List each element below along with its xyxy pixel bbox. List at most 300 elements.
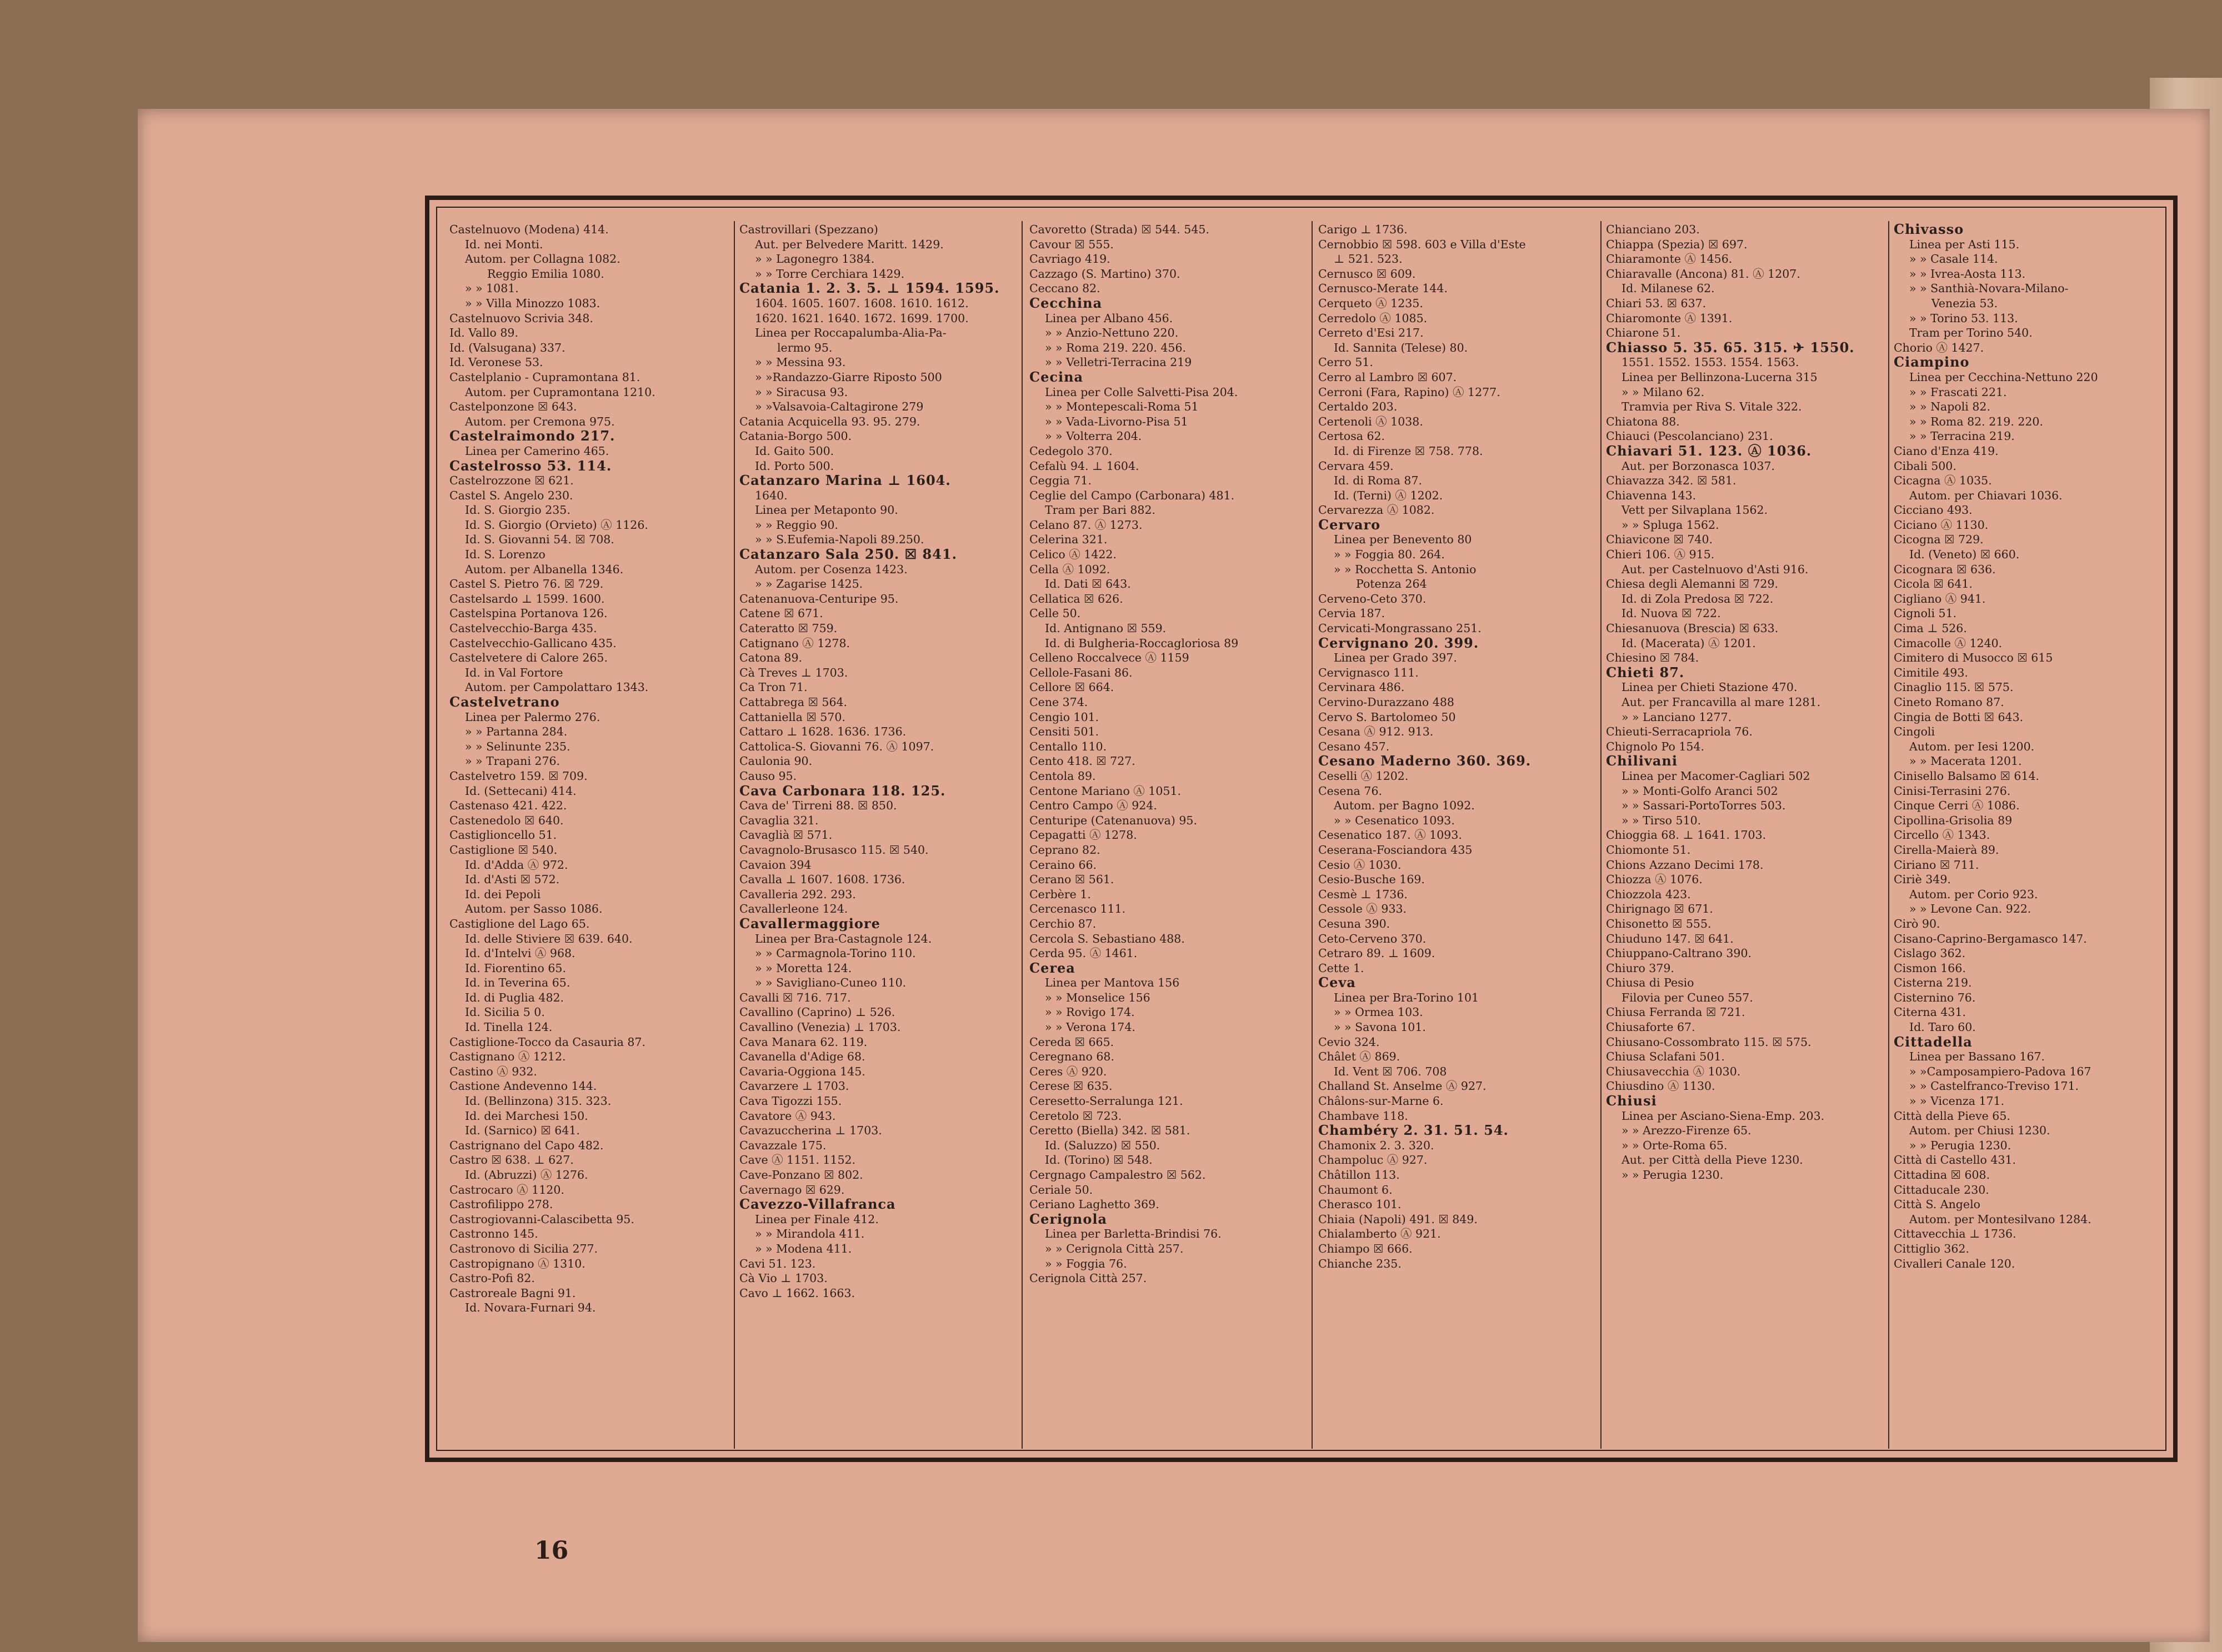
index-entry: Chiari 53. ☒ 637. — [1606, 296, 1706, 310]
index-entry: Cervo S. Bartolomeo 50 — [1318, 710, 1456, 724]
index-entry: Cimacolle Ⓐ 1240. — [1894, 636, 2003, 650]
index-entry: » » Cesenatico 1093. — [1334, 813, 1455, 827]
index-entry: Autom. per Cosenza 1423. — [755, 562, 908, 576]
index-entry: Cervignasco 111. — [1318, 665, 1419, 679]
index-entry: Celerina 321. — [1029, 533, 1108, 547]
index-entry: Autom. per Campolattaro 1343. — [465, 680, 649, 694]
index-entry: Cigliano Ⓐ 941. — [1894, 592, 1986, 605]
index-entry: Châlons-sur-Marne 6. — [1318, 1094, 1444, 1108]
index-entry: Chiozza Ⓐ 1076. — [1606, 873, 1703, 887]
index-entry: Cengio 101. — [1029, 710, 1099, 724]
index-entry: » » Santhià-Novara-Milano- — [1909, 282, 2069, 296]
index-entry: » » Monselice 156 — [1045, 990, 1150, 1004]
index-entry: Autom. per Corio 923. — [1909, 887, 2038, 901]
index-entry: Cazzago (S. Martino) 370. — [1029, 267, 1180, 281]
index-entry: 1551. 1552. 1553. 1554. 1563. — [1622, 356, 1799, 369]
index-entry: Tram per Bari 882. — [1045, 503, 1156, 517]
index-entry: » » Torino 53. 113. — [1909, 311, 2018, 325]
index-entry: Cavarzere ⊥ 1703. — [739, 1079, 849, 1093]
index-entry: Cerroni (Fara, Rapino) Ⓐ 1277. — [1318, 385, 1500, 399]
index-entry: Cateratto ☒ 759. — [739, 622, 838, 635]
index-entry: Cittavecchia ⊥ 1736. — [1894, 1227, 2016, 1241]
index-entry: Linea per Camerino 465. — [465, 444, 609, 458]
index-entry: Cisano-Caprino-Bergamasco 147. — [1894, 932, 2087, 945]
index-entry: Reggio Emilia 1080. — [487, 267, 604, 281]
index-entry: Cà Vio ⊥ 1703. — [739, 1271, 828, 1285]
index-entry: » » Siracusa 93. — [755, 385, 848, 399]
index-entry: Id. d'Intelvi Ⓐ 968. — [465, 947, 575, 960]
index-entry: Linea per Benevento 80 — [1334, 533, 1472, 547]
index-entry: Cetraro 89. ⊥ 1609. — [1318, 947, 1435, 960]
index-entry: Cavalleria 292. 293. — [739, 887, 856, 901]
index-heading: Chiusi — [1606, 1093, 1657, 1109]
index-entry: Linea per Metaponto 90. — [755, 503, 898, 517]
index-entry: Chambave 118. — [1318, 1109, 1408, 1123]
index-entry: Chiaromonte Ⓐ 1391. — [1606, 311, 1733, 325]
index-entry: Cella Ⓐ 1092. — [1029, 562, 1110, 576]
index-entry: » » Roma 82. 219. 220. — [1909, 414, 2043, 428]
index-entry: » » Roma 219. 220. 456. — [1045, 341, 1187, 354]
index-entry: Ceserana-Fosciandora 435 — [1318, 843, 1473, 857]
index-entry: Id. Porto 500. — [755, 459, 834, 473]
column-rule — [734, 221, 735, 1449]
index-entry: Castenaso 421. 422. — [449, 799, 567, 813]
index-entry: Cavaion 394 — [739, 858, 812, 872]
index-entry: Castrofilippo 278. — [449, 1198, 553, 1212]
index-entry: Cervarezza Ⓐ 1082. — [1318, 503, 1435, 517]
index-entry: Castronno 145. — [449, 1227, 538, 1241]
index-entry: » » Lanciano 1277. — [1622, 710, 1732, 724]
index-entry: Chisonetto ☒ 555. — [1606, 917, 1711, 930]
index-entry: » » Rocchetta S. Antonio — [1334, 562, 1477, 576]
index-heading: Cecina — [1029, 368, 1084, 385]
index-entry: Castiglione ☒ 540. — [449, 843, 558, 857]
index-entry: Id. di Puglia 482. — [465, 990, 564, 1004]
index-entry: Autom. per Cremona 975. — [465, 414, 615, 428]
index-entry: Celle 50. — [1029, 607, 1081, 620]
index-entry: » » Monti-Golfo Aranci 502 — [1622, 784, 1778, 798]
index-entry: Castronovo di Sicilia 277. — [449, 1241, 598, 1255]
index-column-6 — [1894, 222, 2166, 1450]
index-entry: » » Modena 411. — [755, 1241, 852, 1255]
index-entry: » » Foggia 76. — [1045, 1256, 1127, 1270]
index-entry: Id. Nuova ☒ 722. — [1622, 607, 1721, 620]
index-entry: Id. S. Giovanni 54. ☒ 708. — [465, 533, 614, 547]
index-heading: Castelrosso 53. 114. — [449, 457, 612, 474]
index-entry: Catania-Borgo 500. — [739, 429, 852, 443]
index-entry: Cignoli 51. — [1894, 607, 1957, 620]
index-heading: Cervignano 20. 399. — [1318, 634, 1479, 651]
index-entry: Id. Fiorentino 65. — [465, 961, 566, 975]
index-entry: Ceglie del Campo (Carbonara) 481. — [1029, 488, 1235, 502]
index-entry: Celano 87. Ⓐ 1273. — [1029, 518, 1143, 532]
index-entry: Cittaducale 230. — [1894, 1183, 1989, 1197]
index-entry: Cercola S. Sebastiano 488. — [1029, 932, 1185, 945]
index-entry: Chiusano-Cossombrato 115. ☒ 575. — [1606, 1035, 1811, 1049]
index-entry: Catenanuova-Centuripe 95. — [739, 592, 899, 605]
index-entry: Id. Sicilia 5 0. — [465, 1005, 545, 1019]
index-entry: Castelvecchio-Gallicano 435. — [449, 636, 617, 650]
index-entry: Ca Tron 71. — [739, 680, 808, 694]
index-entry: Chiomonte 51. — [1606, 843, 1691, 857]
index-entry: Castrogiovanni-Calascibetta 95. — [449, 1212, 634, 1226]
index-entry: Vett per Silvaplana 1562. — [1622, 503, 1768, 517]
index-entry: Cesenatico 187. Ⓐ 1093. — [1318, 828, 1462, 842]
index-entry: Cicciano 493. — [1894, 503, 1973, 517]
index-entry: » » Tirso 510. — [1622, 813, 1701, 827]
page-number: 16 — [534, 1536, 569, 1565]
index-entry: Castelnuovo (Modena) 414. — [449, 223, 609, 236]
index-heading: Chiavari 51. 123. Ⓐ 1036. — [1606, 442, 1812, 459]
index-entry: Autom. per Collagna 1082. — [465, 252, 620, 266]
index-entry: Cattolica-S. Giovanni 76. Ⓐ 1097. — [739, 739, 934, 753]
index-entry: Cepagatti Ⓐ 1278. — [1029, 828, 1137, 842]
index-entry: Linea per Bellinzona-Lucerna 315 — [1622, 370, 1818, 384]
index-entry: Castelrozzone ☒ 621. — [449, 474, 574, 488]
index-entry: Potenza 264 — [1356, 577, 1427, 591]
index-entry: Cattaro ⊥ 1628. 1636. 1736. — [739, 725, 907, 739]
index-entry: Id. d'Asti ☒ 572. — [465, 873, 560, 887]
index-entry: Chiappa (Spezia) ☒ 697. — [1606, 237, 1748, 251]
index-entry: » » Perugia 1230. — [1909, 1138, 2011, 1152]
index-entry: Id. Antignano ☒ 559. — [1045, 622, 1167, 635]
index-entry: » » Castelfranco-Treviso 171. — [1909, 1079, 2079, 1093]
index-entry: Id. (Veneto) ☒ 660. — [1909, 548, 2020, 562]
index-entry: Castignano Ⓐ 1212. — [449, 1050, 566, 1064]
index-entry: » » Arezzo-Firenze 65. — [1622, 1124, 1751, 1138]
index-entry: » » Rovigo 174. — [1045, 1005, 1135, 1019]
index-entry: Chiusa di Pesio — [1606, 976, 1694, 990]
index-heading: Cervaro — [1318, 516, 1381, 533]
index-heading: Chiasso 5. 35. 65. 315. ✈ 1550. — [1606, 339, 1855, 356]
index-entry: » » 1081. — [465, 282, 519, 296]
index-entry: Cerano ☒ 561. — [1029, 873, 1114, 887]
index-entry: Ceccano 82. — [1029, 282, 1100, 296]
index-entry: Cesena 76. — [1318, 784, 1383, 798]
index-entry: Cefalù 94. ⊥ 1604. — [1029, 459, 1139, 473]
index-entry: Cavernago ☒ 629. — [739, 1183, 845, 1197]
index-heading: Cittadella — [1894, 1033, 1973, 1050]
index-entry: Chorio Ⓐ 1427. — [1894, 341, 1984, 354]
index-entry: Linea per Barletta-Brindisi 76. — [1045, 1227, 1222, 1241]
index-entry: Catona 89. — [739, 651, 803, 665]
index-entry: Cherasco 101. — [1318, 1198, 1402, 1212]
index-entry: » » Selinunte 235. — [465, 739, 570, 753]
index-entry: Centola 89. — [1029, 769, 1096, 783]
index-entry: Città della Pieve 65. — [1894, 1109, 2010, 1123]
index-entry: Cerredolo Ⓐ 1085. — [1318, 311, 1428, 325]
index-entry: Venezia 53. — [1931, 296, 1998, 310]
index-entry: Cipollina-Grisolia 89 — [1894, 813, 2013, 827]
index-entry: Chieri 106. Ⓐ 915. — [1606, 548, 1715, 562]
index-entry: Castiglione del Lago 65. — [449, 917, 590, 930]
index-entry: 1620. 1621. 1640. 1672. 1699. 1700. — [755, 311, 969, 325]
index-entry: Cave Ⓐ 1151. 1152. — [739, 1153, 856, 1167]
index-entry: Cedegolo 370. — [1029, 444, 1113, 458]
index-entry: Ceraino 66. — [1029, 858, 1097, 872]
index-entry: » » Montepescali-Roma 51 — [1045, 400, 1199, 414]
index-entry: Cerveno-Ceto 370. — [1318, 592, 1427, 605]
index-entry: Id. (Valsugana) 337. — [449, 341, 565, 354]
index-entry: Linea per Chieti Stazione 470. — [1622, 680, 1798, 694]
index-entry: Chiusavecchia Ⓐ 1030. — [1606, 1064, 1741, 1078]
index-entry: » »Randazzo-Giarre Riposto 500 — [755, 370, 942, 384]
index-entry: Cerbère 1. — [1029, 887, 1091, 901]
index-entry: Id. Taro 60. — [1909, 1020, 1976, 1034]
index-entry: Id. S. Giorgio (Orvieto) Ⓐ 1126. — [465, 518, 648, 532]
index-entry: Cellole-Fasani 86. — [1029, 665, 1133, 679]
index-entry: Castiglioncello 51. — [449, 828, 557, 842]
index-entry: Centro Campo Ⓐ 924. — [1029, 799, 1157, 813]
index-column-4 — [1318, 222, 1596, 1450]
index-heading: Ceva — [1318, 974, 1356, 991]
index-entry: Cavallerleone 124. — [739, 902, 848, 916]
index-entry: Cimitile 493. — [1894, 665, 1968, 679]
index-entry: Cerreto d'Esi 217. — [1318, 326, 1424, 340]
index-entry: Cicola ☒ 641. — [1894, 577, 1973, 591]
index-entry: Castel S. Pietro 76. ☒ 729. — [449, 577, 604, 591]
index-entry: Cellore ☒ 664. — [1029, 680, 1114, 694]
index-entry: Cesmè ⊥ 1736. — [1318, 887, 1408, 901]
index-entry: Champoluc Ⓐ 927. — [1318, 1153, 1428, 1167]
index-entry: Id. in Teverina 65. — [465, 976, 570, 990]
index-entry: Aut. per Francavilla al mare 1281. — [1622, 695, 1821, 709]
index-entry: Chions Azzano Decimi 178. — [1606, 858, 1764, 872]
index-entry: Castenedolo ☒ 640. — [449, 813, 564, 827]
index-entry: Cirò 90. — [1894, 917, 1940, 930]
index-entry: Chieuti-Serracapriola 76. — [1606, 725, 1753, 739]
index-entry: Catene ☒ 671. — [739, 607, 823, 620]
index-entry: Linea per Asti 115. — [1909, 237, 2020, 251]
index-entry: Ceres Ⓐ 920. — [1029, 1064, 1107, 1078]
index-heading: Catania 1. 2. 3. 5. ⊥ 1594. 1595. — [739, 280, 1000, 297]
index-heading: Castelvetrano — [449, 694, 560, 710]
index-heading: Ciampino — [1894, 354, 1970, 371]
index-entry: Cette 1. — [1318, 961, 1364, 975]
index-entry: » » Torre Cerchiara 1429. — [755, 267, 905, 281]
index-entry: Cavoretto (Strada) ☒ 544. 545. — [1029, 223, 1209, 236]
index-entry: Ceretolo ☒ 723. — [1029, 1109, 1122, 1123]
index-entry: » » Levone Can. 922. — [1909, 902, 2031, 916]
index-entry: lermo 95. — [777, 341, 833, 354]
index-entry: Cava de' Tirreni 88. ☒ 850. — [739, 799, 897, 813]
index-entry: Chiavicone ☒ 740. — [1606, 533, 1713, 547]
index-entry: Castelnuovo Scrivia 348. — [449, 311, 593, 325]
index-entry: Cavaglià ☒ 571. — [739, 828, 833, 842]
index-entry: Linea per Albano 456. — [1045, 311, 1173, 325]
index-entry: Causo 95. — [739, 769, 797, 783]
index-entry: Città S. Angelo — [1894, 1198, 1980, 1212]
index-entry: Autom. per Chiavari 1036. — [1909, 488, 2063, 502]
index-entry: Cinisi-Terrasini 276. — [1894, 784, 2011, 798]
index-entry: Certosa 62. — [1318, 429, 1385, 443]
index-entry: Castelponzone ☒ 643. — [449, 400, 577, 414]
index-entry: Chirignago ☒ 671. — [1606, 902, 1713, 916]
index-entry: Aut. per Borzonasca 1037. — [1622, 459, 1775, 473]
index-entry: » » Napoli 82. — [1909, 400, 1990, 414]
index-entry: Cibali 500. — [1894, 459, 1956, 473]
index-heading: Cava Carbonara 118. 125. — [739, 782, 946, 799]
index-entry: Autom. per Albanella 1346. — [465, 562, 624, 576]
index-entry: Aut. per Castelnuovo d'Asti 916. — [1622, 562, 1809, 576]
index-entry: Cesio Ⓐ 1030. — [1318, 858, 1402, 872]
index-entry: Certaldo 203. — [1318, 400, 1398, 414]
index-entry: Linea per Cecchina-Nettuno 220 — [1909, 370, 2098, 384]
index-entry: Cernusco ☒ 609. — [1318, 267, 1416, 281]
index-entry: Cavaria-Oggiona 145. — [739, 1064, 865, 1078]
column-rule — [1312, 221, 1313, 1449]
index-entry: Centone Mariano Ⓐ 1051. — [1029, 784, 1182, 798]
index-entry: » » Villa Minozzo 1083. — [465, 296, 600, 310]
index-entry: Celico Ⓐ 1422. — [1029, 548, 1117, 562]
index-entry: » » Trapani 276. — [465, 754, 560, 768]
index-entry: Cavallino (Caprino) ⊥ 526. — [739, 1005, 895, 1019]
index-column-1 — [449, 222, 729, 1450]
index-entry: » » Mirandola 411. — [755, 1227, 865, 1241]
index-entry: Id. delle Stiviere ☒ 639. 640. — [465, 932, 633, 945]
index-entry: Linea per Bassano 167. — [1909, 1050, 2045, 1064]
index-entry: Ceggia 71. — [1029, 474, 1092, 488]
index-entry: Chamonix 2. 3. 320. — [1318, 1138, 1434, 1152]
index-entry: Ceriano Laghetto 369. — [1029, 1198, 1159, 1212]
index-entry: Ceto-Cerveno 370. — [1318, 932, 1427, 945]
index-entry: » » Cerignola Città 257. — [1045, 1241, 1184, 1255]
index-entry: Cinaglio 115. ☒ 575. — [1894, 680, 2014, 694]
index-entry: Citerna 431. — [1894, 1005, 1966, 1019]
index-entry: » » Volterra 204. — [1045, 429, 1142, 443]
index-entry: Chiuro 379. — [1606, 961, 1674, 975]
column-rule — [1600, 221, 1602, 1449]
index-heading: Cavallermaggiore — [739, 915, 880, 932]
index-entry: Cavanella d'Adige 68. — [739, 1050, 865, 1064]
index-entry: Id. Vallo 89. — [449, 326, 518, 340]
index-entry: Id. Gaito 500. — [755, 444, 834, 458]
index-entry: Cattaniella ☒ 570. — [739, 710, 845, 724]
index-entry: Cingoli — [1894, 725, 1935, 739]
index-entry: Cercenasco 111. — [1029, 902, 1126, 916]
index-entry: » »Camposampiero-Padova 167 — [1909, 1064, 2091, 1078]
index-entry: Castelvetro 159. ☒ 709. — [449, 769, 588, 783]
index-entry: 1604. 1605. 1607. 1608. 1610. 1612. — [755, 296, 969, 310]
index-entry: Cittiglio 362. — [1894, 1241, 1970, 1255]
index-entry: Castino Ⓐ 932. — [449, 1064, 537, 1078]
index-entry: Cavour ☒ 555. — [1029, 237, 1114, 251]
index-entry: Cà Treves ⊥ 1703. — [739, 665, 848, 679]
index-entry: Cergnago Campalestro ☒ 562. — [1029, 1168, 1206, 1182]
index-entry: Chiesino ☒ 784. — [1606, 651, 1699, 665]
index-entry: Castelspina Portanova 126. — [449, 607, 608, 620]
index-entry: Linea per Bra-Castagnole 124. — [755, 932, 932, 945]
index-entry: Id. Veronese 53. — [449, 356, 543, 369]
index-entry: Cento 418. ☒ 727. — [1029, 754, 1135, 768]
index-entry: Cernusco-Merate 144. — [1318, 282, 1448, 296]
index-entry: Linea per Macomer-Cagliari 502 — [1622, 769, 1810, 783]
index-entry: ⊥ 521. 523. — [1334, 252, 1403, 266]
index-entry: » » Zagarise 1425. — [755, 577, 863, 591]
index-entry: Chiusaforte 67. — [1606, 1020, 1695, 1034]
index-entry: Cavalli ☒ 716. 717. — [739, 990, 851, 1004]
index-entry: » » Macerata 1201. — [1909, 754, 2022, 768]
index-entry: Carigo ⊥ 1736. — [1318, 223, 1408, 236]
index-heading: Cesano Maderno 360. 369. — [1318, 753, 1532, 769]
index-entry: Id. nei Monti. — [465, 237, 543, 251]
index-entry: Cisterna 219. — [1894, 976, 1972, 990]
index-entry: Castiglione-Tocco da Casauria 87. — [449, 1035, 645, 1049]
index-entry: Id. (Macerata) Ⓐ 1201. — [1622, 636, 1756, 650]
index-heading: Catanzaro Marina ⊥ 1604. — [739, 472, 951, 489]
index-entry: Castrocaro Ⓐ 1120. — [449, 1183, 564, 1197]
index-entry: Cattabrega ☒ 564. — [739, 695, 848, 709]
index-entry: Cerda 95. Ⓐ 1461. — [1029, 947, 1138, 960]
index-entry: Chiarone 51. — [1606, 326, 1681, 340]
index-entry: Autom. per Sasso 1086. — [465, 902, 603, 916]
index-entry: Centallo 110. — [1029, 739, 1107, 753]
index-entry: Id. Novara-Furnari 94. — [465, 1301, 596, 1315]
index-entry: Cavriago 419. — [1029, 252, 1110, 266]
index-entry: » » Frascati 221. — [1909, 385, 2007, 399]
index-heading: Cecchina — [1029, 294, 1103, 311]
index-entry: Cereda ☒ 665. — [1029, 1035, 1114, 1049]
index-entry: » » Messina 93. — [755, 356, 846, 369]
index-entry: Celleno Roccalvece Ⓐ 1159 — [1029, 651, 1189, 665]
index-entry: Cavaglia 321. — [739, 813, 819, 827]
index-entry: Cavazzale 175. — [739, 1138, 827, 1152]
index-heading: Castelraimondo 217. — [449, 428, 615, 444]
index-entry: Aut. per Città della Pieve 1230. — [1622, 1153, 1803, 1167]
column-rule — [1022, 221, 1023, 1449]
index-entry: Cicagna Ⓐ 1035. — [1894, 474, 1992, 488]
index-entry: Chiesa degli Alemanni ☒ 729. — [1606, 577, 1779, 591]
index-entry: Ceselli Ⓐ 1202. — [1318, 769, 1409, 783]
index-entry: Cittadina ☒ 608. — [1894, 1168, 1990, 1182]
index-entry: Challand St. Anselme Ⓐ 927. — [1318, 1079, 1487, 1093]
index-entry: Cisternino 76. — [1894, 990, 1976, 1004]
index-entry: » » S.Eufemia-Napoli 89.250. — [755, 533, 924, 547]
index-entry: » » Foggia 80. 264. — [1334, 548, 1445, 562]
index-entry: Chiuduno 147. ☒ 641. — [1606, 932, 1734, 945]
index-heading: Chambéry 2. 31. 51. 54. — [1318, 1122, 1509, 1139]
index-entry: » » Vicenza 171. — [1909, 1094, 2005, 1108]
index-entry: Cirella-Maierà 89. — [1894, 843, 1999, 857]
index-entry: Cesuna 390. — [1318, 917, 1390, 930]
index-frame — [425, 196, 2178, 1462]
index-entry: Cicogna ☒ 729. — [1894, 533, 1984, 547]
index-entry: » » Reggio 90. — [755, 518, 838, 532]
index-entry: Cislago 362. — [1894, 947, 1966, 960]
index-entry: Castro-Pofi 82. — [449, 1271, 535, 1285]
index-entry: Centuripe (Catenanuova) 95. — [1029, 813, 1197, 827]
index-entry: » » Vada-Livorno-Pisa 51 — [1045, 414, 1188, 428]
index-entry: Catania Acquicella 93. 95. 279. — [739, 414, 920, 428]
index-entry: Ciriano ☒ 711. — [1894, 858, 1979, 872]
index-entry: Chialamberto Ⓐ 921. — [1318, 1227, 1441, 1241]
index-entry: » » Terracina 219. — [1909, 429, 2015, 443]
index-entry: Castelplanio - Cupramontana 81. — [449, 370, 640, 384]
index-entry: Id. Tinella 124. — [465, 1020, 553, 1034]
index-heading: Catanzaro Sala 250. ☒ 841. — [739, 546, 957, 563]
index-entry: Caulonia 90. — [739, 754, 813, 768]
index-entry: Chianciano 203. — [1606, 223, 1700, 236]
index-entry: Id. Sannita (Telese) 80. — [1334, 341, 1468, 354]
index-entry: Id. Vent ☒ 706. 708 — [1334, 1064, 1447, 1078]
index-entry: Cervicati-Mongrassano 251. — [1318, 622, 1482, 635]
index-entry: » » Lagonegro 1384. — [755, 252, 875, 266]
index-entry: Id. dei Marchesi 150. — [465, 1109, 588, 1123]
index-entry: Cesano 457. — [1318, 739, 1390, 753]
index-entry: Id. S. Giorgio 235. — [465, 503, 570, 517]
index-entry: Ceresetto-Serralunga 121. — [1029, 1094, 1183, 1108]
index-entry: Castropignano Ⓐ 1310. — [449, 1256, 585, 1270]
